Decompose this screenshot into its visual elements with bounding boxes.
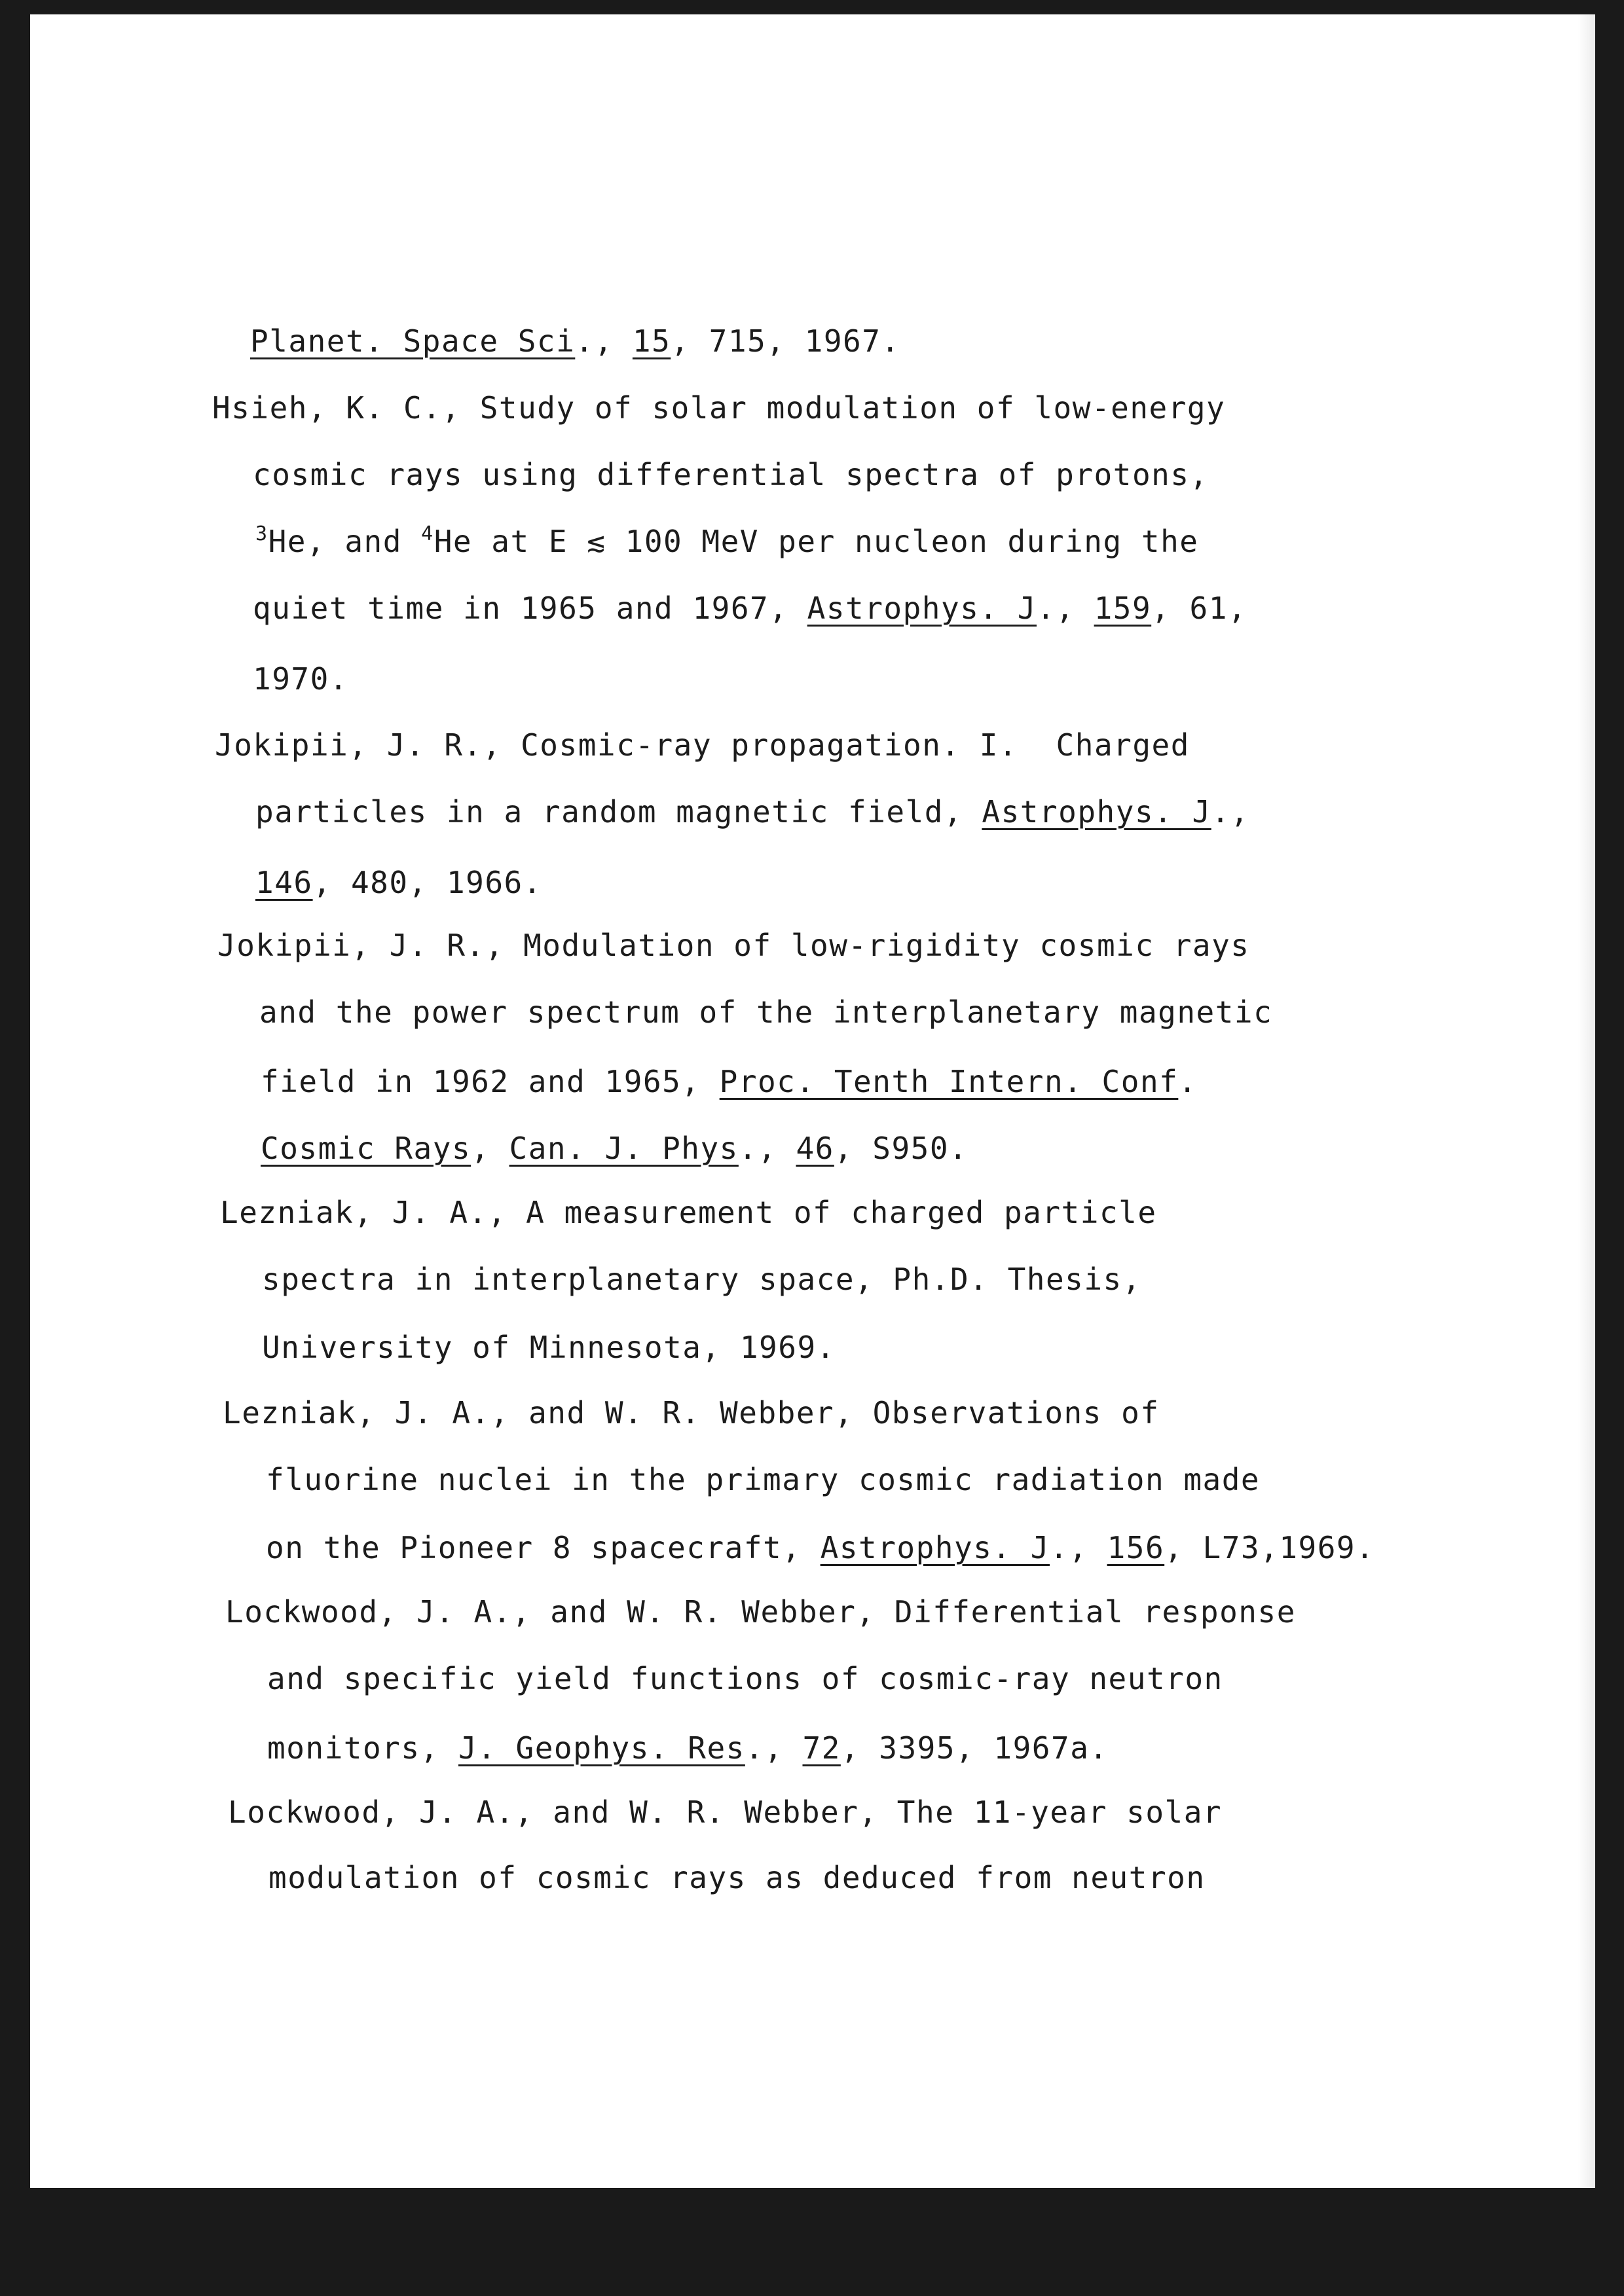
- reference-line: [215, 727, 1190, 763]
- reference-text: .,: [1036, 591, 1094, 626]
- reference-line: [255, 523, 1198, 560]
- underlined-citation: J. Geophys. Res: [458, 1730, 745, 1766]
- reference-line: [266, 1529, 1375, 1566]
- reference-line: [267, 1660, 1223, 1697]
- reference-line: [261, 1130, 968, 1167]
- underlined-citation: 146: [255, 865, 313, 900]
- reference-text: Lockwood, J. A., and W. R. Webber, The 11-year solar: [228, 1795, 1223, 1830]
- underlined-citation: 46: [796, 1131, 834, 1166]
- reference-text: fluorine nuclei in the primary cosmic radiation made: [266, 1462, 1261, 1497]
- underlined-citation: Astrophys. J: [982, 794, 1211, 829]
- reference-text: .,: [1211, 794, 1250, 829]
- reference-line: [262, 1329, 836, 1366]
- reference-text: , S950.: [834, 1131, 969, 1166]
- underlined-citation: Proc. Tenth Intern. Conf: [719, 1064, 1179, 1099]
- reference-text: Hsieh, K. C., Study of solar modulation of low-energy: [212, 390, 1226, 426]
- reference-text: field in 1962 and 1965,: [261, 1064, 720, 1099]
- reference-text: .,: [745, 1730, 803, 1766]
- reference-text: monitors,: [267, 1730, 458, 1766]
- reference-line: [253, 590, 1247, 627]
- reference-line: [212, 390, 1225, 426]
- underlined-citation: Astrophys. J: [820, 1530, 1050, 1565]
- reference-text: Jokipii, J. R., Cosmic-ray propagation. I. Charged: [215, 727, 1190, 763]
- reference-text: 1970.: [253, 661, 348, 697]
- reference-line: [225, 1594, 1296, 1630]
- reference-text: quiet time in 1965 and 1967,: [253, 591, 807, 626]
- underlined-citation: Cosmic Rays: [261, 1131, 471, 1166]
- reference-text: modulation of cosmic rays as deduced from neutron: [268, 1860, 1206, 1895]
- scan-edge-shadow: [1578, 14, 1595, 2188]
- reference-text: .,: [738, 1131, 796, 1166]
- reference-text: on the Pioneer 8 spacecraft,: [266, 1530, 821, 1565]
- reference-line: [255, 793, 1249, 830]
- reference-text: Jokipii, J. R., Modulation of low-rigidity cosmic rays: [217, 928, 1250, 963]
- reference-text: .,: [1049, 1530, 1107, 1565]
- reference-line: [253, 456, 1209, 493]
- underlined-citation: Can. J. Phys: [509, 1131, 739, 1166]
- reference-text: , 480, 1966.: [312, 865, 542, 900]
- reference-text: , 61,: [1151, 591, 1247, 626]
- reference-text: cosmic rays using differential spectra of protons,: [253, 457, 1209, 492]
- isotope-superscript: 4: [421, 522, 434, 545]
- reference-line: [261, 1063, 1198, 1100]
- reference-line: [220, 1194, 1157, 1231]
- isotope-superscript: 3: [255, 522, 268, 545]
- reference-line: [217, 927, 1250, 964]
- reference-text: spectra in interplanetary space, Ph.D. Thesis,: [262, 1262, 1141, 1297]
- underlined-citation: 159: [1094, 591, 1152, 626]
- reference-text: He at E ≲ 100 MeV per nucleon during the: [434, 524, 1199, 559]
- reference-text: Lockwood, J. A., and W. R. Webber, Differential response: [225, 1594, 1296, 1630]
- underlined-citation: 72: [802, 1730, 841, 1766]
- reference-text: and the power spectrum of the interplanetary magnetic: [259, 994, 1273, 1030]
- reference-line: [228, 1794, 1222, 1831]
- reference-text: University of Minnesota, 1969.: [262, 1330, 836, 1365]
- reference-text: , L73,1969.: [1164, 1530, 1375, 1565]
- reference-text: , 715, 1967.: [671, 323, 900, 359]
- reference-text: Lezniak, J. A., and W. R. Webber, Observations of: [223, 1395, 1160, 1430]
- reference-text: particles in a random magnetic field,: [255, 794, 982, 829]
- underlined-citation: 156: [1107, 1530, 1165, 1565]
- reference-text: .: [1178, 1064, 1198, 1099]
- reference-line: [266, 1461, 1260, 1498]
- reference-line: [255, 864, 542, 901]
- reference-text: Lezniak, J. A., A measurement of charged particle: [220, 1195, 1157, 1230]
- reference-text: .,: [575, 323, 633, 359]
- reference-line: [268, 1859, 1206, 1896]
- reference-line: [250, 323, 900, 359]
- reference-line: [223, 1394, 1160, 1431]
- reference-line: [253, 661, 348, 697]
- underlined-citation: 15: [632, 323, 671, 359]
- underlined-citation: Planet. Space Sci: [250, 323, 576, 359]
- reference-text: He, and: [268, 524, 422, 559]
- reference-line: [267, 1730, 1109, 1766]
- reference-line: [262, 1261, 1141, 1298]
- reference-text: and specific yield functions of cosmic-ray neutron: [267, 1661, 1223, 1696]
- underlined-citation: Astrophys. J: [807, 591, 1037, 626]
- reference-line: [259, 994, 1272, 1030]
- reference-text: , 3395, 1967a.: [840, 1730, 1109, 1766]
- reference-text: ,: [471, 1131, 509, 1166]
